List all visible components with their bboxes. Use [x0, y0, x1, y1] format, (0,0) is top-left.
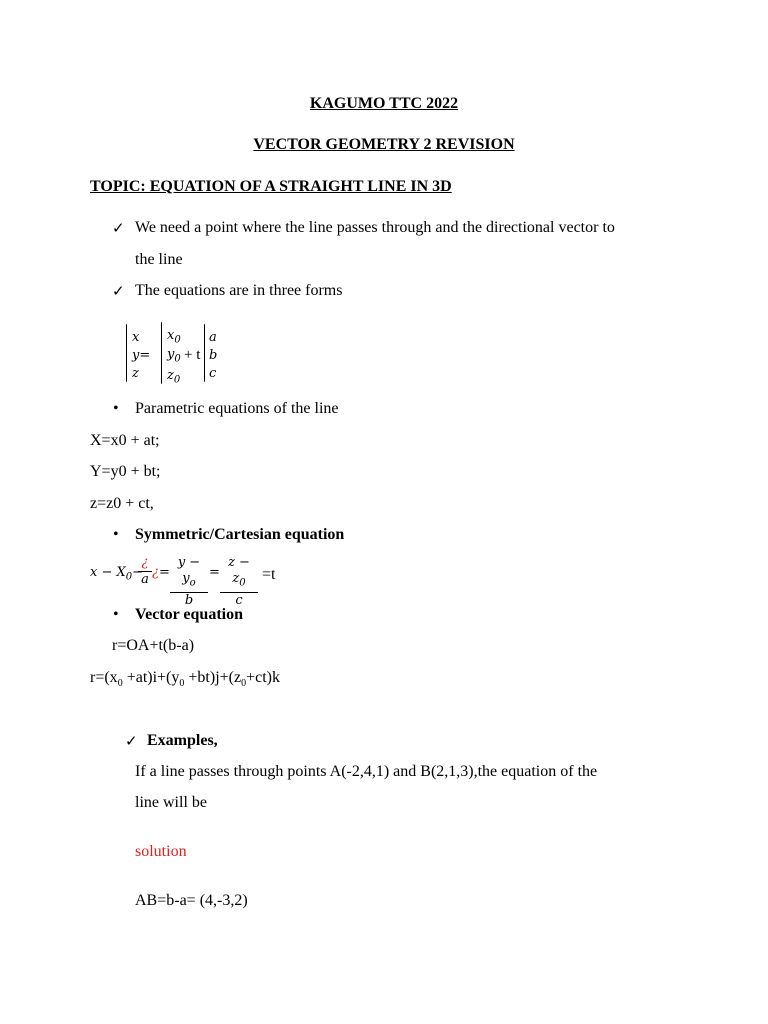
parametric-heading: Parametric equations of the line — [135, 400, 339, 417]
veq2-c: +bt)j+(z — [184, 669, 242, 686]
vector-eq-2 — [90, 668, 280, 694]
sym-lhs-sub: 0 — [125, 571, 133, 583]
doc-title: KAGUMO TTC 2022 — [309, 95, 459, 112]
vector-eq-1: r=OA+t(b-a) — [112, 637, 195, 654]
example-text-line-1: If a line passes through points A(-2,4,1) and B(2,1,3),the equation of the — [135, 763, 598, 780]
sym-lhs — [90, 563, 143, 588]
sym-frac-3 — [220, 555, 258, 609]
example-text-line-2: line will be — [135, 794, 207, 811]
bullet-icon: • — [113, 400, 119, 417]
sym-frac1-num: ¿ — [138, 555, 152, 572]
sym-frac3-num: z − z — [228, 555, 250, 586]
parametric-eq-z: z=z0 + ct, — [90, 495, 154, 512]
point-2: The equations are in three forms — [135, 282, 343, 299]
left-brace — [126, 324, 127, 382]
sym-minus: − — [132, 565, 144, 580]
sym-mid — [152, 563, 170, 583]
sym-frac2-den: b — [184, 592, 194, 608]
matrix-y-eq: y= — [132, 348, 151, 363]
bullet-icon: • — [113, 606, 119, 623]
matrix-z: z — [132, 366, 139, 381]
solution-label: solution — [135, 843, 187, 860]
bullet-icon: • — [113, 526, 119, 543]
veq2-d: +ct)k — [246, 669, 280, 686]
matrix-y0: $y_0$ — [167, 347, 181, 365]
matrix-a: a — [209, 330, 217, 345]
parametric-eq-x: X=x0 + at; — [90, 432, 160, 449]
topic-heading: TOPIC: EQUATION OF A STRAIGHT LINE IN 3D — [90, 178, 452, 195]
sym-frac-2 — [170, 555, 208, 609]
veq2-sub3: 0 — [241, 678, 247, 690]
matrix-x0: $x_0$ — [167, 328, 181, 346]
sym-lhs-text: x − X — [90, 565, 126, 580]
veq2-b: +at)i+(y — [122, 669, 180, 686]
veq2-sub1: 0 — [117, 678, 123, 690]
matrix-z0: $z_0$ — [167, 368, 181, 386]
veq2-sub2: 0 — [179, 678, 185, 690]
sym-frac1-den: a — [141, 572, 149, 587]
ab-vector: AB=b-a= (4,-3,2) — [135, 892, 248, 909]
sym-eq1: = — [158, 565, 170, 580]
veq2-a: r=(x — [90, 669, 118, 686]
checkmark-icon: ✓ — [112, 219, 125, 237]
parametric-eq-y: Y=y0 + bt; — [90, 463, 161, 480]
plus-t: + t — [184, 347, 201, 363]
sym-frac2-sub: o — [189, 577, 196, 589]
point-1-line-2: the line — [135, 251, 183, 268]
checkmark-icon: ✓ — [112, 282, 125, 300]
matrix-x: x — [132, 330, 140, 345]
doc-subtitle: VECTOR GEOMETRY 2 REVISION — [253, 136, 515, 153]
sym-garbled: ¿ — [152, 565, 159, 580]
checkmark-icon: ✓ — [125, 732, 138, 750]
sym-tail: =t — [262, 566, 276, 583]
examples-heading: Examples, — [147, 732, 218, 749]
vector-heading: Vector equation — [135, 606, 243, 623]
sym-frac-1 — [138, 555, 152, 588]
sym-frac3-sub: 0 — [239, 577, 246, 589]
sym-frac3-den: c — [235, 592, 243, 608]
sym-frac2-num: y − y — [177, 555, 201, 586]
right-brace — [204, 324, 205, 382]
symmetric-heading: Symmetric/Cartesian equation — [135, 526, 345, 543]
matrix-b: b — [209, 348, 218, 363]
mid-brace — [161, 322, 162, 384]
matrix-c: c — [209, 366, 217, 381]
point-1-line-1: We need a point where the line passes through and the directional vector to — [135, 219, 615, 236]
sym-eq2: = — [209, 565, 220, 580]
